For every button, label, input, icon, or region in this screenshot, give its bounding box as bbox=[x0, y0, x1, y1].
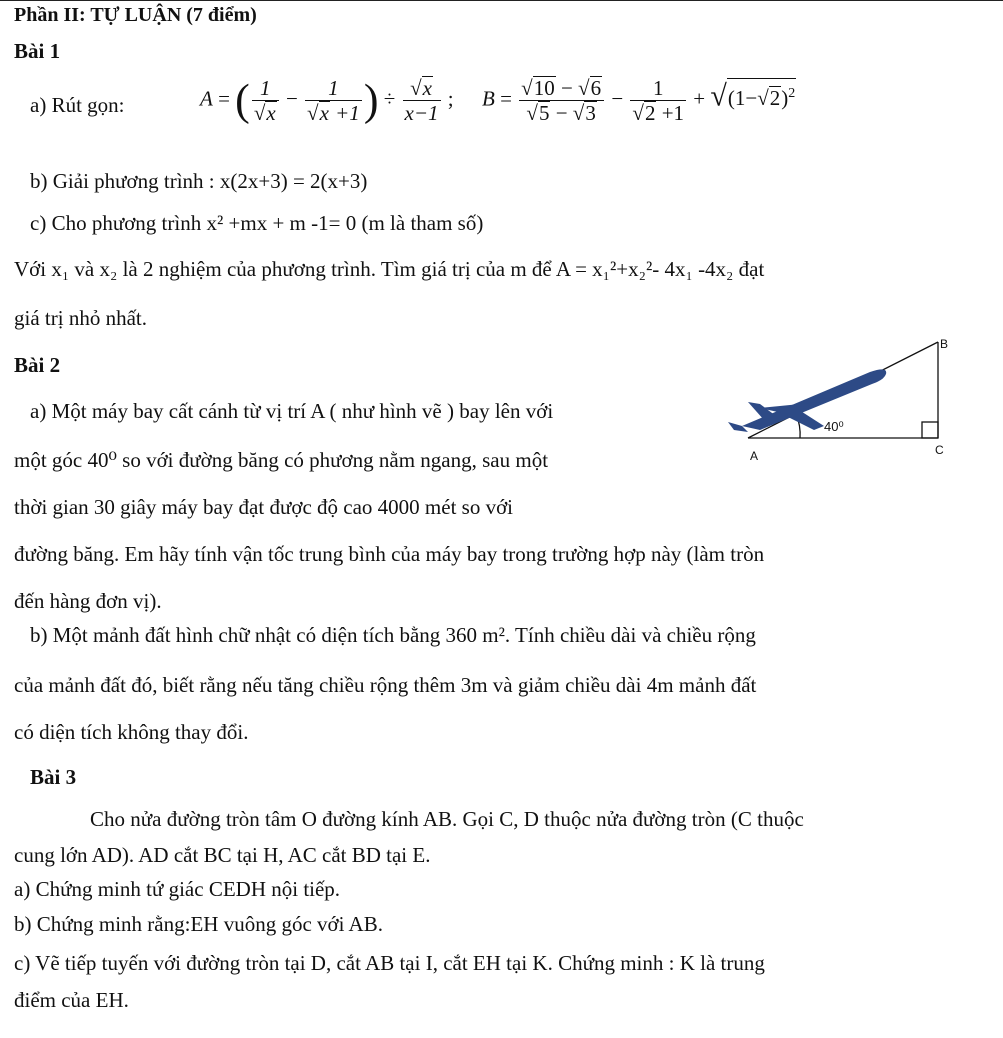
label-angle: 40⁰ bbox=[824, 419, 844, 434]
label-b: B bbox=[940, 337, 949, 351]
bai3-a-text: a) Chứng minh tứ giác CEDH nội tiếp. bbox=[14, 877, 341, 901]
formula-a: A = ( $\frac{1}{√x}$ − $\frac{1}{√x +1}$ ) ÷ $\frac{√x}{x-1}$ ; bbox=[200, 75, 454, 125]
bai1-a-label: a) Rút gọn: bbox=[30, 93, 125, 117]
right-angle-mark bbox=[922, 422, 938, 438]
bai1-heading: Bài 1 bbox=[14, 39, 61, 63]
bai2-a-line-4: đường băng. Em hãy tính vận tốc trung bình của máy bay trong trường hợp này (làm tròn bbox=[14, 542, 765, 566]
part-title: Phần II: TỰ LUẬN (7 điểm) bbox=[14, 4, 257, 26]
bai3-c-line-2: điểm của EH. bbox=[14, 988, 129, 1012]
bai2-b-line-1: b) Một mảnh đất hình chữ nhật có diện tích bằng 360 m². Tính chiều dài và chiều rộng bbox=[30, 623, 756, 647]
bai2-a-line-5: đến hàng đơn vị). bbox=[14, 589, 162, 613]
bai2-b-line-2: của mảnh đất đó, biết rằng nếu tăng chiều rộng thêm 3m và giảm chiều dài 4m mảnh đất bbox=[14, 673, 757, 697]
bai2-b-line-3: có diện tích không thay đổi. bbox=[14, 720, 249, 744]
bai2-heading: Bài 2 bbox=[14, 353, 61, 377]
formula-a-var: A bbox=[200, 86, 213, 111]
bai1-c-line2: Với x₁ và x₂ là 2 nghiệm của phương trình. Tìm giá trị của m để A = x₁²+x₂²- 4x₁ -4x₂ đạt bbox=[14, 257, 765, 281]
bai3-intro-line-1: Cho nửa đường tròn tâm O đường kính AB. Gọi C, D thuộc nửa đường tròn (C thuộc bbox=[90, 807, 804, 831]
bai3-b-text: b) Chứng minh rằng:EH vuông góc với AB. bbox=[14, 912, 383, 936]
formula-b: B = $\frac{√10 - √6}{√5 - √3}$ − $\frac{1}{√2 +1}$ + $√(1-√2)^2$ bbox=[482, 76, 796, 125]
bai2-a-line-3: thời gian 30 giây máy bay đạt được độ cao 4000 mét so với bbox=[14, 495, 514, 519]
bai3-c-line-1: c) Vẽ tiếp tuyến với đường tròn tại D, cắt AB tại I, cắt EH tại K. Chứng minh : K là trung bbox=[14, 951, 765, 975]
bai1-b-text: b) Giải phương trình : x(2x+3) = 2(x+3) bbox=[30, 169, 368, 193]
bai1-c-line3: giá trị nhỏ nhất. bbox=[14, 306, 147, 330]
airplane-figure bbox=[700, 330, 980, 470]
bai2-a-line-2: một góc 40⁰ so với đường băng có phương nằm ngang, sau một bbox=[14, 448, 549, 472]
label-a: A bbox=[750, 449, 759, 463]
bai2-a-line-1: a) Một máy bay cất cánh từ vị trí A ( như hình vẽ ) bay lên với bbox=[30, 399, 554, 423]
label-c: C bbox=[935, 443, 944, 457]
top-border-line bbox=[0, 0, 1003, 1]
airplane-icon bbox=[728, 369, 886, 432]
bai3-heading: Bài 3 bbox=[30, 765, 77, 789]
bai3-intro-line-2: cung lớn AD). AD cắt BC tại H, AC cắt BD tại E. bbox=[14, 843, 431, 867]
bai1-c-text: c) Cho phương trình x² +mx + m -1= 0 (m là tham số) bbox=[30, 211, 484, 235]
